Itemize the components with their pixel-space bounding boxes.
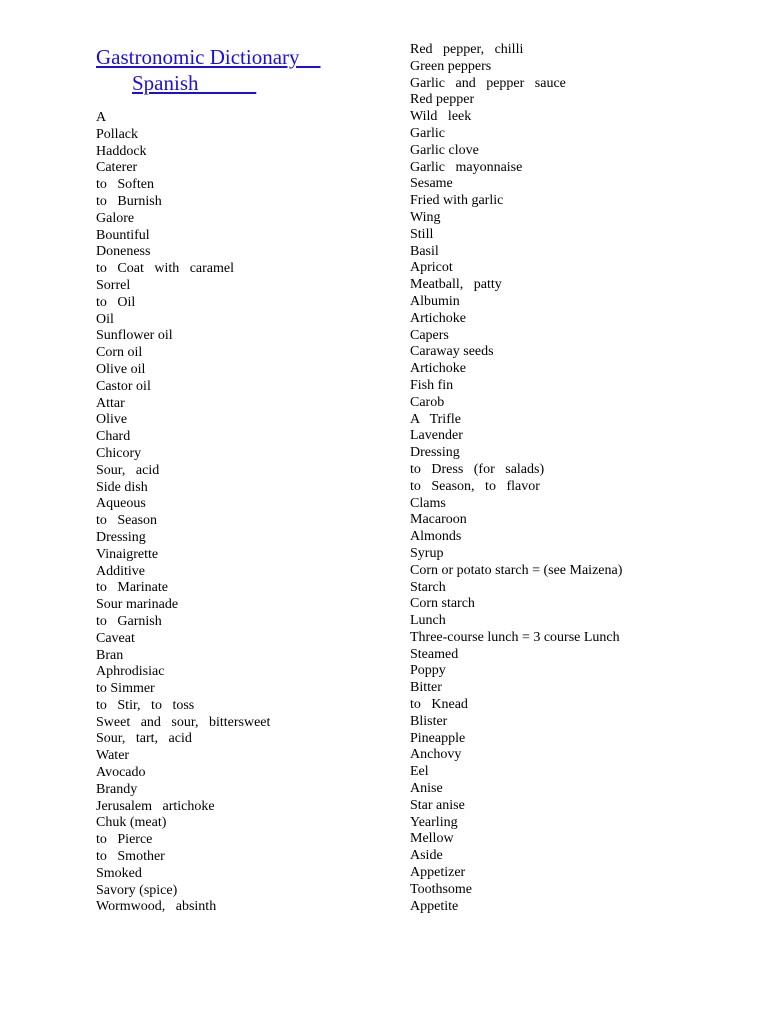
term-entry: Blister (410, 713, 448, 729)
document-title (96, 44, 396, 96)
term-entry: to Dress (for salads) (410, 461, 545, 477)
term-entry: Sesame (410, 176, 453, 192)
term-entry: Vinaigrette (96, 546, 159, 562)
term-entry: Aqueous (96, 496, 146, 512)
right-term-column (410, 42, 750, 915)
term-entry: Doneness (96, 244, 151, 260)
term-entry: Pollack (96, 126, 138, 142)
term-entry: to Oil (96, 294, 136, 310)
term-entry: to Stir, to toss (96, 697, 195, 713)
term-entry: A (96, 110, 107, 125)
term-entry: Syrup (410, 545, 444, 561)
term-entry: Artichoke (410, 310, 466, 326)
term-entry: Avocado (96, 765, 146, 781)
term-entry: Smoked (96, 865, 142, 881)
term-entry: Bitter (410, 680, 442, 696)
term-entry: Starch (410, 579, 446, 595)
term-entry: Lavender (410, 428, 463, 444)
term-entry: Olive (96, 412, 128, 428)
term-entry: Macaroon (410, 512, 467, 528)
term-entry: Dressing (96, 529, 146, 545)
term-entry: Aphrodisiac (96, 664, 165, 680)
term-entry: Additive (96, 563, 145, 579)
term-entry: Dressing (410, 445, 460, 461)
term-entry: Brandy (96, 781, 138, 797)
term-entry: Yearling (410, 814, 458, 830)
term-entry: Savory (spice) (96, 882, 178, 898)
term-entry: Poppy (410, 663, 446, 679)
term-entry: Lunch (410, 613, 446, 629)
term-entry: Almonds (410, 529, 462, 545)
term-entry: Oil (96, 311, 114, 327)
title-line-2: Spanish (132, 71, 257, 95)
term-entry: to Coat with caramel (96, 261, 235, 277)
term-entry: Chicory (96, 445, 142, 461)
term-entry: Sour, tart, acid (96, 731, 192, 747)
term-entry: to Season (96, 513, 158, 529)
term-entry: Wild leek (410, 109, 472, 125)
term-entry: Sweet and sour, bittersweet (96, 714, 271, 730)
term-entry: to Season, to flavor (410, 478, 540, 494)
term-entry: Artichoke (410, 361, 466, 377)
term-entry: Bountiful (96, 227, 150, 243)
term-entry: Still (410, 226, 434, 242)
term-entry: Mellow (410, 831, 454, 847)
term-entry: Green peppers (410, 58, 492, 74)
term-entry: Castor oil (96, 378, 151, 394)
term-entry: Corn or potato starch = (see Maizena) (410, 562, 623, 578)
term-entry: Carob (410, 394, 445, 410)
term-entry: Wing (410, 209, 441, 225)
term-entry: Anchovy (410, 747, 462, 763)
term-entry: Appetizer (410, 865, 466, 881)
term-entry: Toothsome (410, 881, 473, 897)
title-line-1: Gastronomic Dictionary (96, 45, 321, 69)
term-entry: Sunflower oil (96, 328, 173, 344)
term-entry: to Soften (96, 177, 154, 193)
term-entry: Steamed (410, 646, 459, 662)
term-entry: Corn starch (410, 596, 475, 612)
term-entry: Attar (96, 395, 125, 411)
term-entry: Meatball, patty (410, 277, 502, 293)
term-entry: Olive oil (96, 361, 146, 377)
term-entry: to Garnish (96, 613, 162, 629)
term-entry: to Pierce (96, 832, 153, 848)
term-entry: Bran (96, 647, 124, 663)
term-entry: Caraway seeds (410, 344, 494, 360)
term-entry: Apricot (410, 260, 453, 276)
term-entry: Sour, acid (96, 462, 160, 478)
term-entry: Sour marinade (96, 597, 179, 613)
term-entry: Caterer (96, 160, 138, 176)
term-entry: Fried with garlic (410, 193, 504, 209)
term-entry: Albumin (410, 293, 460, 309)
term-entry: Chard (96, 429, 131, 445)
term-entry: Star anise (410, 797, 465, 813)
term-entry: Capers (410, 327, 449, 343)
term-entry: Three-course lunch = 3 course Lunch (410, 629, 620, 645)
term-entry: Red pepper (410, 92, 475, 108)
term-entry: Chuk (meat) (96, 815, 167, 831)
term-entry: Haddock (96, 143, 147, 159)
term-entry: Wormwood, absinth (96, 899, 217, 915)
term-entry: Sorrel (96, 277, 131, 293)
term-entry: to Marinate (96, 580, 168, 596)
term-entry: Red pepper, chilli (410, 42, 524, 57)
term-entry: Galore (96, 210, 135, 226)
term-entry: Aside (410, 848, 443, 864)
term-entry: Garlic (410, 125, 445, 141)
term-entry: A Trifle (410, 411, 461, 427)
term-entry: Garlic mayonnaise (410, 159, 523, 175)
term-entry: Clams (410, 495, 446, 511)
term-entry: Eel (410, 764, 429, 780)
term-entry: Fish fin (410, 377, 454, 393)
term-entry: Caveat (96, 630, 135, 646)
term-entry: Corn oil (96, 345, 143, 361)
left-term-column (96, 110, 396, 916)
term-entry: Anise (410, 781, 443, 797)
term-entry: Garlic clove (410, 142, 479, 158)
term-entry: Pineapple (410, 730, 466, 746)
term-entry: to Burnish (96, 193, 162, 209)
term-entry: Appetite (410, 898, 459, 914)
term-entry: Side dish (96, 479, 148, 495)
term-entry: to Simmer (96, 681, 155, 697)
term-entry: Basil (410, 243, 439, 259)
term-entry: to Knead (410, 697, 468, 713)
term-entry: Water (96, 748, 130, 764)
term-entry: Garlic and pepper sauce (410, 75, 566, 91)
term-entry: to Smother (96, 849, 165, 865)
term-entry: Jerusalem artichoke (96, 798, 215, 814)
